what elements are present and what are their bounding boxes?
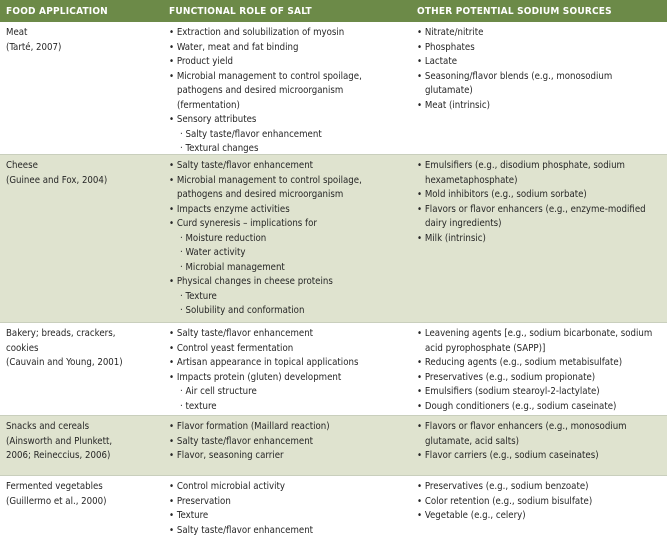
citation: (Tarté, 2007) — [6, 41, 62, 53]
list-item: • Vegetable (e.g., celery) — [417, 510, 526, 521]
cell-application — [6, 327, 123, 371]
list-item: • Impacts enzyme activities — [169, 203, 290, 215]
list-item: • Flavor, seasoning carrier — [169, 450, 284, 461]
table-header — [0, 0, 667, 22]
sub-item: · Water activity — [180, 247, 246, 258]
citation: (Guillermo et al., 2000) — [6, 495, 107, 507]
cell-functional-role — [169, 327, 358, 414]
list-item: • Physical changes in cheese proteins — [169, 276, 333, 287]
list-item: • Emulsifiers (e.g., disodium phosphate, sodium — [417, 160, 625, 171]
list-item: acid pyrophosphate (SAPP)] — [425, 342, 546, 354]
list-item: • Seasoning/flavor blends (e.g., monosodium — [417, 70, 613, 82]
list-item: (fermentation) — [177, 99, 240, 111]
cell-sodium-sources — [417, 420, 627, 464]
list-item: • Impacts protein (gluten) development — [169, 371, 342, 383]
list-item: glutamate, acid salts) — [425, 435, 519, 447]
list-item: • Salty taste/flavor enhancement — [169, 435, 314, 447]
cell-sodium-sources — [417, 327, 652, 414]
list-item: • Microbial management to control spoilage, — [169, 70, 362, 82]
application-name: Fermented vegetables — [6, 481, 103, 492]
list-item: • Artisan appearance in topical applications — [169, 357, 359, 368]
sub-item: · Solubility and conformation — [180, 305, 305, 316]
list-item: • Product yield — [169, 56, 233, 67]
list-item: • Texture — [169, 510, 209, 521]
list-item: • Meat (intrinsic) — [417, 99, 491, 111]
cell-application — [6, 420, 112, 464]
sub-item: · Air cell structure — [180, 386, 257, 397]
list-item: • Dough conditioners (e.g., sodium caseinate) — [417, 400, 617, 412]
list-item: • Lactate — [417, 56, 458, 67]
list-item: glutamate) — [425, 85, 473, 96]
cell-functional-role — [169, 159, 362, 319]
list-item: • Microbial management to control spoilage, — [169, 174, 362, 186]
table-row-snacks — [0, 416, 667, 476]
citation: 2006; Reineccius, 2006) — [6, 450, 111, 461]
cell-sodium-sources — [417, 26, 612, 113]
list-item: • Emulsifiers (sodium stearoyl-2-lactylate) — [417, 386, 600, 397]
sub-item: · texture — [180, 400, 217, 412]
application-name: Bakery; breads, crackers, — [6, 328, 116, 339]
list-item: • Milk (intrinsic) — [417, 232, 486, 244]
header-functional-role: FUNCTIONAL ROLE OF SALT — [169, 5, 312, 17]
list-item: • Water, meat and fat binding — [169, 41, 299, 53]
sub-item: · Microbial management — [180, 261, 285, 273]
cell-application — [6, 480, 107, 509]
list-item: dairy ingredients) — [425, 218, 502, 229]
list-item: • Flavors or flavor enhancers (e.g., monosodium — [417, 421, 627, 432]
citation: (Cauvain and Young, 2001) — [6, 357, 123, 368]
list-item: • Leavening agents [e.g., sodium bicarbonate, sodium — [417, 328, 653, 339]
cell-application — [6, 159, 107, 188]
list-item: hexametaphosphate) — [425, 174, 518, 186]
list-item: • Flavors or flavor enhancers (e.g., enzyme-modified — [417, 203, 646, 215]
citation: (Guinee and Fox, 2004) — [6, 174, 108, 186]
cell-application — [6, 26, 61, 55]
list-item: • Control microbial activity — [169, 481, 286, 492]
list-item: • Control yeast fermentation — [169, 342, 294, 354]
table-row-fermented-vegetables — [0, 476, 667, 545]
table-row-cheese — [0, 155, 667, 323]
list-item: • Sensory attributes — [169, 114, 257, 125]
sub-item: · Textural changes — [180, 143, 259, 154]
list-item: • Mold inhibitors (e.g., sodium sorbate) — [417, 189, 587, 200]
list-item: • Curd syneresis – implications for — [169, 218, 317, 229]
cell-functional-role — [169, 480, 313, 538]
list-item: • Extraction and solubilization of myosin — [169, 27, 345, 38]
application-name: Meat — [6, 27, 28, 38]
list-item: • Nitrate/nitrite — [417, 27, 484, 38]
list-item: • Reducing agents (e.g., sodium metabisulfate) — [417, 357, 623, 368]
list-item: pathogens and desired microorganism — [177, 189, 344, 200]
list-item: • Preservation — [169, 495, 231, 507]
cell-functional-role — [169, 420, 330, 464]
list-item: • Salty taste/flavor enhancement — [169, 524, 314, 536]
table-row-bakery — [0, 323, 667, 416]
sub-item: · Salty taste/flavor enhancement — [180, 128, 322, 140]
cell-functional-role — [169, 26, 362, 157]
list-item: • Flavor formation (Maillard reaction) — [169, 421, 330, 432]
list-item: pathogens and desired microorganism — [177, 85, 344, 96]
table-row-meat — [0, 22, 667, 155]
application-name: Snacks and cereals — [6, 421, 90, 432]
list-item: • Flavor carriers (e.g., sodium caseinates) — [417, 450, 599, 461]
cell-sodium-sources — [417, 159, 646, 246]
list-item: • Preservatives (e.g., sodium propionate) — [417, 371, 596, 383]
sub-item: · Texture — [180, 290, 217, 302]
citation: cookies — [6, 342, 39, 354]
citation: (Ainsworth and Plunkett, — [6, 435, 113, 447]
list-item: • Salty taste/flavor enhancement — [169, 328, 314, 339]
list-item: • Phosphates — [417, 41, 475, 53]
list-item: • Salty taste/flavor enhancement — [169, 160, 314, 171]
application-name: Cheese — [6, 160, 38, 171]
list-item: • Preservatives (e.g., sodium benzoate) — [417, 481, 589, 492]
list-item: • Color retention (e.g., sodium bisulfate) — [417, 495, 593, 507]
sub-item: · Moisture reduction — [180, 232, 267, 244]
header-food-application: FOOD APPLICATION — [6, 5, 108, 17]
cell-sodium-sources — [417, 480, 592, 524]
header-sodium-sources: OTHER POTENTIAL SODIUM SOURCES — [417, 5, 612, 17]
